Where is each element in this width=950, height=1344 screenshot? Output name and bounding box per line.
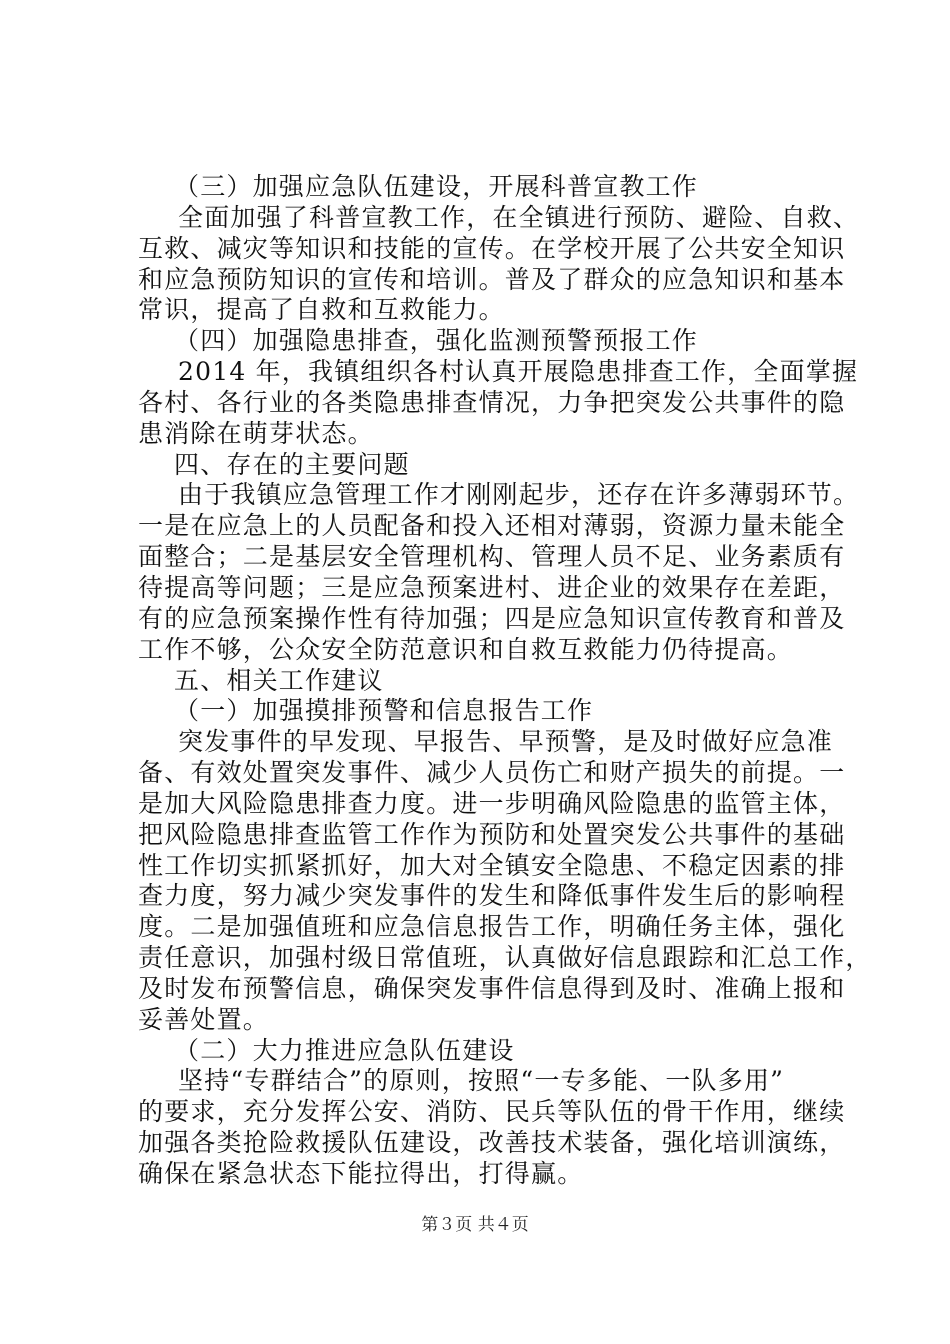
paragraph-line: 妥善处置。 (138, 1004, 270, 1034)
paragraph-line: 及时发布预警信息，确保突发事件信息得到及时、准确上报和 (138, 973, 846, 1003)
paragraph-line: 确保在紧急状态下能拉得出，打得赢。 (138, 1159, 584, 1188)
section-heading: （二）大力推进应急队伍建设 (174, 1035, 515, 1065)
paragraph-line: 面整合；二是基层安全管理机构、管理人员不足、业务素质有 (138, 542, 846, 572)
paragraph-line: 突发事件的早发现、早报告、早预警，是及时做好应急准 (178, 727, 834, 757)
paragraph-line: 互救、减灾等知识和技能的宣传。在学校开展了公共安全知识 (138, 233, 846, 263)
page-footer: 第３页 共４页 (421, 1215, 529, 1235)
section-heading: （四）加强隐患排查，强化监测预警预报工作 (174, 326, 699, 356)
paragraph-line: 一是在应急上的人员配备和投入还相对薄弱，资源力量未能全 (138, 511, 846, 541)
paragraph-line: 备、有效处置突发事件、减少人员伤亡和财产损失的前提。一 (138, 758, 846, 788)
paragraph-line: 是加大风险隐患排查力度。进一步明确风险隐患的监管主体， (138, 788, 846, 818)
paragraph-line: 查力度，努力减少突发事件的发生和降低事件发生后的影响程 (138, 881, 846, 911)
paragraph-line: 各村、各行业的各类隐患排查情况，力争把突发公共事件的隐 (138, 387, 846, 417)
paragraph-line: 把风险隐患排查监管工作作为预防和处置突发公共事件的基础 (138, 819, 846, 849)
paragraph-line: 全面加强了科普宣教工作，在全镇进行预防、避险、自救、 (178, 202, 860, 232)
paragraph-line: 和应急预防知识的宣传和培训。普及了群众的应急知识和基本 (138, 264, 846, 294)
paragraph-line: 责任意识，加强村级日常值班，认真做好信息跟踪和汇总工作， (138, 943, 872, 973)
paragraph-line: 有的应急预案操作性有待加强；四是应急知识宣传教育和普及 (138, 603, 846, 633)
paragraph-line: 加强各类抢险救援队伍建设，改善技术装备，强化培训演练， (138, 1128, 846, 1158)
paragraph-line: 坚持“专群结合”的原则，按照“一专多能、一队多用” (178, 1066, 785, 1096)
section-heading: （三）加强应急队伍建设，开展科普宣教工作 (174, 172, 699, 201)
paragraph-line: 工作不够，公众安全防范意识和自救互救能力仍待提高。 (138, 634, 794, 664)
paragraph-line: 的要求，充分发挥公安、消防、民兵等队伍的骨干作用，继续 (138, 1097, 846, 1127)
paragraph-line: 患消除在萌芽状态。 (138, 418, 374, 448)
paragraph-line: 待提高等问题；三是应急预案进村、进企业的效果存在差距， (138, 572, 846, 602)
paragraph-line: 常识，提高了自救和互救能力。 (138, 295, 505, 325)
paragraph-line: 2014 年，我镇组织各村认真开展隐患排查工作，全面掌握 (178, 357, 859, 387)
section-heading: （一）加强摸排预警和信息报告工作 (174, 696, 594, 726)
paragraph-line: 由于我镇应急管理工作才刚刚起步，还存在许多薄弱环节。 (178, 480, 860, 510)
section-heading: 五、相关工作建议 (174, 665, 384, 695)
section-heading: 四、存在的主要问题 (174, 449, 410, 479)
paragraph-line: 性工作切实抓紧抓好，加大对全镇安全隐患、不稳定因素的排 (138, 850, 846, 880)
paragraph-line: 度。二是加强值班和应急信息报告工作，明确任务主体，强化 (138, 912, 846, 942)
document-body (138, 172, 872, 1190)
